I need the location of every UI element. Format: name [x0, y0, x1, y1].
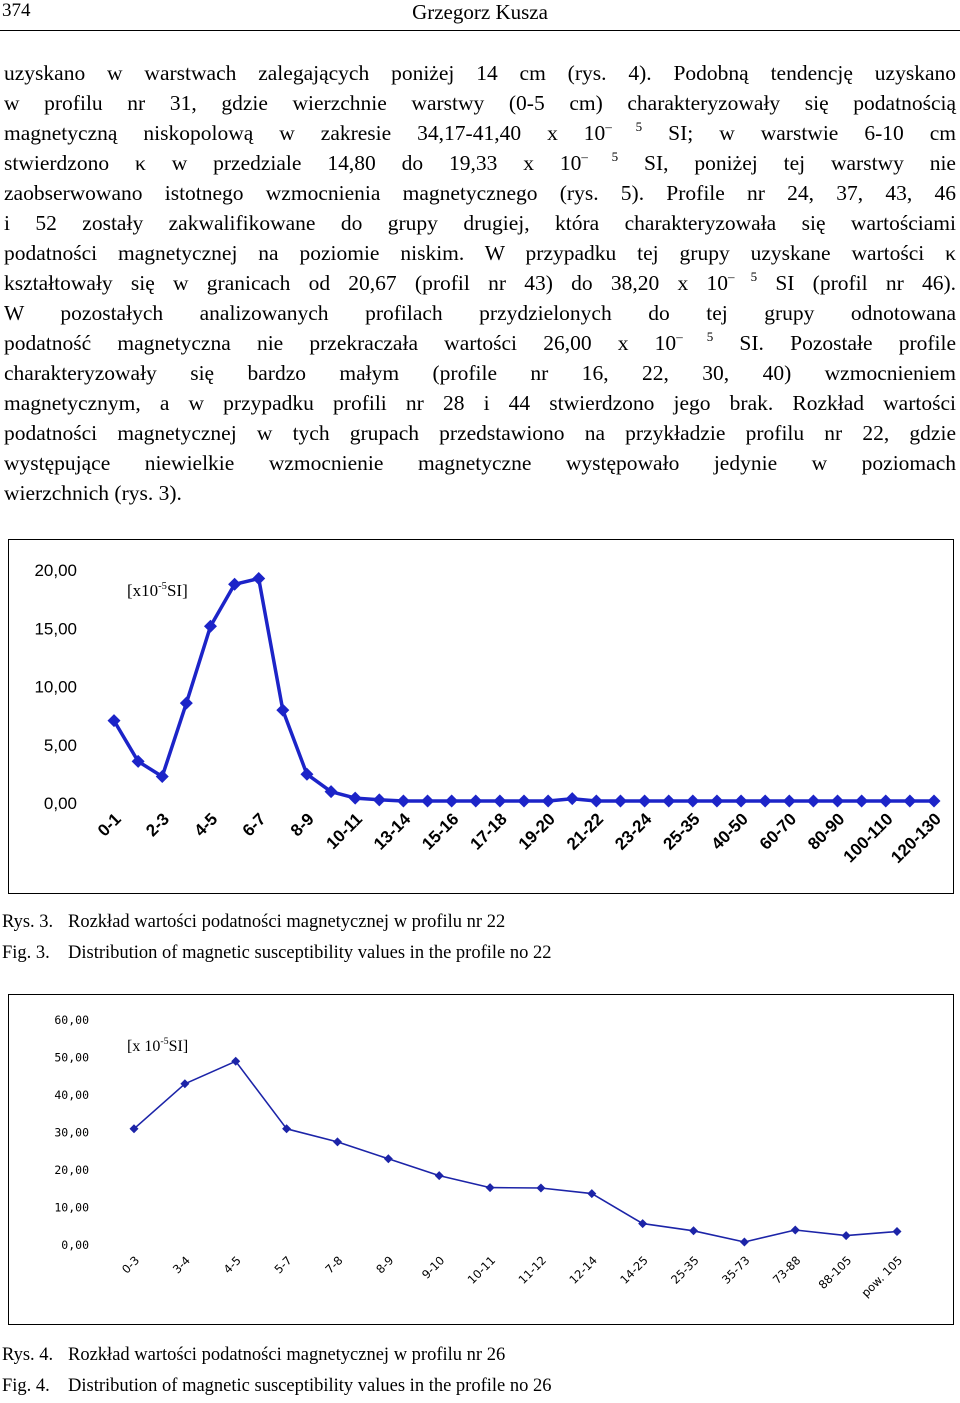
body-line: podatność magnetyczna nie przekraczała wartości 26,00 x $10^{- 5}$ SI. Pozostałe profile [4, 329, 956, 355]
y-tick-label: 10,00 [54, 1200, 89, 1215]
series-line [114, 579, 934, 802]
data-point [783, 795, 796, 808]
x-tick-label: 100-110 [839, 809, 897, 867]
x-tick-label: 80-90 [804, 809, 849, 854]
data-point [831, 795, 844, 808]
x-tick-label: 4-5 [220, 1253, 244, 1277]
body-line: podatności magnetycznej na poziomie niskim. W przypadku tej grupy uzyskane wartości κ [4, 241, 956, 265]
y-tick-label: 20,00 [54, 1163, 89, 1177]
data-point [893, 1227, 902, 1236]
data-point [855, 795, 868, 808]
caption-label: Rys. 4. [2, 1345, 54, 1365]
x-tick-label: 21-22 [562, 809, 608, 854]
body-line: magnetyczną niskopolową w zakresie 34,17-41,40 x $10^{- 5}$ SI; w warstwie 6-10 cm [4, 119, 956, 145]
running-head: Grzegorz Kusza [412, 0, 548, 24]
body-line: zaobserwowano istotnego wzmocnienia magnetycznego (rys. 5). Profile nr 24, 37, 43, 46 [4, 181, 956, 205]
data-point [662, 795, 675, 808]
body-line: magnetycznym, a w przypadku profili nr 28 i 44 stwierdzono jego brak. Rozkład wartości [4, 391, 956, 415]
x-tick-label: 4-5 [190, 809, 222, 841]
data-point [590, 795, 603, 808]
body-line: uzyskano w warstwach zalegających poniżej 14 cm (rys. 4). Podobną tendencję uzyskano [4, 61, 956, 85]
data-point [638, 795, 651, 808]
x-tick-label: 19-20 [514, 809, 559, 854]
y-tick-label: 20,00 [34, 561, 77, 580]
x-tick-label: 7-8 [322, 1253, 346, 1277]
figure-4-caption-en [2, 1376, 551, 1397]
body-line: charakteryzowały się bardzo małym (profile nr 16, 22, 30, 40) wzmocnieniem [4, 361, 956, 385]
data-point [493, 795, 506, 808]
page-number: 374 [2, 0, 31, 21]
x-tick-label: 10-11 [322, 809, 367, 853]
x-tick-label: 17-18 [466, 809, 511, 854]
y-tick-label: 0,00 [61, 1238, 89, 1252]
body-paragraph [4, 58, 956, 508]
data-point [486, 1183, 495, 1192]
x-tick-label: 40-50 [707, 809, 752, 854]
figure-4-caption-pl [2, 1345, 505, 1366]
data-point [842, 1231, 851, 1240]
data-point [587, 1189, 596, 1198]
data-point [879, 795, 892, 808]
y-tick-label: 15,00 [34, 619, 77, 639]
data-point [710, 795, 723, 808]
data-point [469, 795, 482, 808]
data-point [759, 795, 772, 808]
figure-4-svg [9, 995, 953, 1324]
body-line: W pozostałych analizowanych profilach przydzielonych do tej grupy odnotowana [4, 301, 956, 325]
x-tick-label: 15-16 [418, 809, 463, 854]
data-point [180, 697, 193, 710]
data-point [384, 1154, 393, 1163]
caption-text: Rozkład wartości podatności magnetycznej w profilu nr 26 [68, 1345, 506, 1365]
caption-label: Fig. 4. [2, 1376, 50, 1396]
data-point [373, 793, 386, 806]
body-line: w profilu nr 31, gdzie wierzchnie warstwy (0-5 cm) charakteryzowały się podatnością [4, 91, 956, 115]
caption-text: Distribution of magnetic susceptibility values in the profile no 22 [68, 943, 552, 963]
body-line: stwierdzono κ w przedziale 14,80 do 19,33 x $10^{- 5}$ SI, poniżej tej warstwy nie [4, 149, 956, 175]
x-tick-label: 8-9 [286, 809, 318, 841]
figure-3-caption-en [2, 943, 551, 964]
x-tick-label: 25-35 [659, 809, 704, 854]
body-line: występujące niewielkie wzmocnienie magnetyczne występowało jedynie w poziomach [4, 451, 956, 475]
x-tick-label: 6-7 [238, 809, 270, 841]
y-tick-label: 60,00 [54, 1013, 89, 1027]
data-point [445, 795, 458, 808]
unit-label: $[x10^{-5}SI]$ [127, 581, 188, 600]
data-point [421, 795, 434, 808]
y-tick-label: 40,00 [54, 1088, 89, 1102]
y-tick-label: 30,00 [54, 1125, 89, 1140]
data-point [518, 795, 531, 808]
caption-label: Fig. 3. [2, 943, 50, 963]
data-point [614, 795, 627, 808]
data-point [638, 1219, 647, 1228]
data-point [928, 795, 941, 808]
x-tick-label: 60-70 [755, 809, 801, 854]
y-tick-label: 5,00 [43, 735, 77, 755]
x-tick-label: 8-9 [373, 1253, 397, 1277]
x-tick-label: 0-1 [94, 809, 125, 841]
x-tick-label: 23-24 [611, 809, 656, 854]
data-point [791, 1226, 800, 1235]
x-tick-label: 13-14 [370, 809, 415, 854]
series-line [134, 1061, 897, 1242]
x-tick-label: 11-12 [515, 1253, 550, 1287]
body-line: wierzchnich (rys. 3). [4, 481, 182, 505]
x-tick-label: 35-73 [718, 1253, 753, 1287]
figure-3-caption-pl [2, 912, 505, 933]
x-tick-label: 3-4 [169, 1253, 193, 1277]
data-point [807, 795, 820, 808]
x-tick-label: 2-3 [142, 809, 174, 841]
data-point [542, 795, 555, 808]
x-tick-label: 14-25 [617, 1253, 651, 1287]
figure-4-chart [8, 994, 954, 1325]
caption-text: Rozkład wartości podatności magnetycznej w profilu nr 22 [68, 912, 506, 932]
data-point [333, 1137, 342, 1146]
data-point [435, 1171, 444, 1180]
data-point [276, 704, 289, 717]
data-point [536, 1184, 545, 1193]
data-point [252, 572, 265, 585]
data-point [566, 792, 579, 805]
caption-label: Rys. 3. [2, 912, 54, 932]
y-tick-label: 0,00 [43, 794, 77, 813]
body-line: kształtowały się w granicach od 20,67 (profil nr 43) do 38,20 x $10^{- 5}$ SI (profil nr 46). [4, 269, 957, 295]
data-point [397, 795, 410, 808]
x-tick-label: 88-105 [815, 1253, 855, 1292]
x-tick-label: 120-130 [887, 809, 945, 867]
x-tick-label: 10-11 [464, 1253, 499, 1287]
y-tick-label: 50,00 [54, 1050, 89, 1065]
body-line: i 52 zostały zakwalifikowane do grupy drugiej, która charakteryzowała się wartościami [4, 211, 956, 235]
data-point [686, 795, 699, 808]
header-rule [0, 30, 960, 31]
x-tick-label: 73-88 [769, 1253, 804, 1287]
figure-3-svg [9, 540, 953, 893]
unit-label: [x $10^{-5}SI$] [127, 1036, 189, 1055]
data-point [903, 795, 916, 808]
x-tick-label: 25-35 [668, 1253, 702, 1287]
y-tick-label: 10,00 [34, 677, 77, 697]
x-tick-label: 5-7 [271, 1253, 295, 1277]
data-point [740, 1238, 749, 1247]
caption-text: Distribution of magnetic susceptibility values in the profile no 26 [68, 1376, 552, 1396]
data-point [349, 792, 362, 805]
x-tick-label: 0-3 [118, 1253, 143, 1277]
x-tick-label: 9-10 [418, 1253, 448, 1282]
data-point [735, 795, 748, 808]
x-tick-label: pow. 105 [858, 1253, 906, 1300]
x-tick-label: 12-14 [566, 1253, 600, 1287]
figure-3-chart [8, 539, 954, 894]
body-line: podatności magnetycznej w tych grupach przedstawiono na przykładzie profilu nr 22, gdzie [4, 421, 956, 445]
data-point [689, 1226, 698, 1235]
